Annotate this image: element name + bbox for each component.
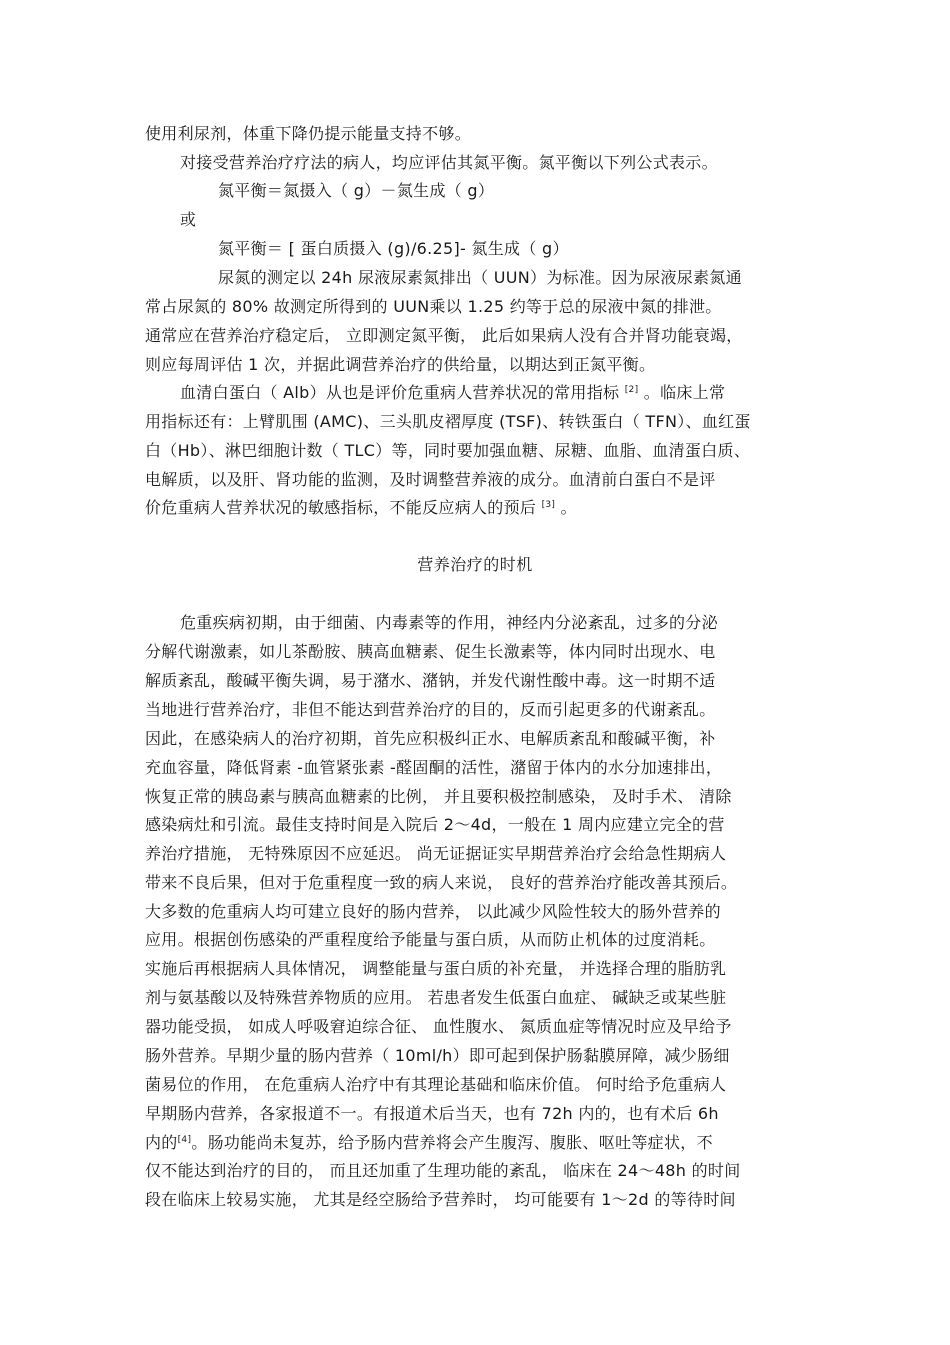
line-text: 价危重病人营养状况的敏感指标，不能反应病人的预后 <box>145 498 537 517</box>
paragraph-line: 早期肠内营养，各家报道不一。有报道术后当天，也有 72h 内的，也有术后 6h <box>145 1104 719 1123</box>
line-text: 。临床上常 <box>643 383 726 402</box>
formula-line: 氮平衡＝氮摄入（ g）－氮生成（ g） <box>218 181 495 200</box>
paragraph-line: 因此，在感染病人的治疗初期，首先应积极纠正水、电解质紊乱和酸碱平衡，补 <box>145 729 716 748</box>
paragraph-line <box>145 1133 713 1153</box>
paragraph-line: 常占尿氮的 80% 故测定所得到的 UUN乘以 1.25 约等于总的尿液中氮的排泄。 <box>145 297 722 316</box>
paragraph-line: 感染病灶和引流。最佳支持时间是入院后 2～4d，一般在 1 周内应建立完全的营 <box>145 815 725 834</box>
paragraph-line: 恢复正常的胰岛素与胰高血糖素的比例， 并且要积极控制感染， 及时手术、 清除 <box>145 787 732 806</box>
line-text: 内的 <box>145 1133 178 1152</box>
section-heading: 营养治疗的时机 <box>417 555 533 574</box>
paragraph-line: 段在临床上较易实施， 尤其是经空肠给予营养时， 均可能要有 1～2d 的等待时间 <box>145 1190 736 1209</box>
citation-ref: [3] <box>541 500 556 510</box>
paragraph-line: 仅不能达到治疗的目的， 而且还加重了生理功能的紊乱， 临床在 24～48h 的时间 <box>145 1161 741 1180</box>
paragraph-line: 用指标还有：上臂肌围 (AMC)、三头肌皮褶厚度 (TSF)、转铁蛋白（ TFN）、血红蛋 <box>145 412 751 431</box>
paragraph-line: 则应每周评估 1 次，并据此调营养治疗的供给量，以期达到正氮平衡。 <box>145 355 656 374</box>
formula-line: 氮平衡＝ [ 蛋白质摄入 (g)/6.25]- 氮生成（ g） <box>218 239 569 258</box>
paragraph-line: 实施后再根据病人具体情况， 调整能量与蛋白质的补充量， 并选择合理的脂肪乳 <box>145 959 727 978</box>
paragraph-line: 养治疗措施， 无特殊原因不应延迟。 尚无证据证实早期营养治疗会给急性期病人 <box>145 844 727 863</box>
citation-ref: [2] <box>624 385 639 395</box>
paragraph-line: 剂与氨基酸以及特殊营养物质的应用。 若患者发生低蛋白血症、 碱缺乏或某些脏 <box>145 988 727 1007</box>
line-text: 。肠功能尚未复苏，给予肠内营养将会产生腹泻、腹胀、呕吐等症状，不 <box>191 1133 713 1152</box>
paragraph-line: 电解质，以及肝、肾功能的监测，及时调整营养液的成分。血清前白蛋白不是评 <box>145 470 716 489</box>
paragraph-line: 肠外营养。早期少量的肠内营养（ 10ml/h）即可起到保护肠黏膜屏障，减少肠细 <box>145 1046 730 1065</box>
paragraph-line: 使用利尿剂，体重下降仍提示能量支持不够。 <box>145 124 472 143</box>
paragraph-line: 对接受营养治疗疗法的病人，均应评估其氮平衡。氮平衡以下列公式表示。 <box>180 153 718 172</box>
paragraph-line <box>145 498 577 518</box>
paragraph-line: 危重疾病初期，由于细菌、内毒素等的作用，神经内分泌紊乱，过多的分泌 <box>180 613 718 632</box>
line-text: 血清白蛋白（ Alb）从也是评价危重病人营养状况的常用指标 <box>180 383 620 402</box>
paragraph-line: 应用。根据创伤感染的严重程度给予能量与蛋白质，从而防止机体的过度消耗。 <box>145 930 716 949</box>
paragraph-line: 菌易位的作用， 在危重病人治疗中有其理论基础和临床价值。 何时给予危重病人 <box>145 1075 727 1094</box>
paragraph-line: 解质紊乱，酸碱平衡失调，易于潴水、潴钠，并发代谢性酸中毒。这一时期不适 <box>145 671 716 690</box>
paragraph-line: 大多数的危重病人均可建立良好的肠内营养， 以此减少风险性较大的肠外营养的 <box>145 902 721 921</box>
paragraph-line: 或 <box>180 210 197 229</box>
paragraph-line: 尿氮的测定以 24h 尿液尿素氮排出（ UUN）为标准。因为尿液尿素氮通 <box>218 268 742 287</box>
paragraph-line: 白（Hb）、淋巴细胞计数（ TLC）等，同时要加强血糖、尿糖、血脂、血清蛋白质、 <box>145 441 751 460</box>
paragraph-line: 当地进行营养治疗，非但不能达到营养治疗的目的，反而引起更多的代谢紊乱。 <box>145 700 716 719</box>
paragraph-line: 通常应在营养治疗稳定后， 立即测定氮平衡， 此后如果病人没有合并肾功能衰竭， <box>145 326 743 345</box>
paragraph-line: 分解代谢激素，如儿茶酚胺、胰高血糖素、促生长激素等，体内同时出现水、电 <box>145 642 716 661</box>
citation-ref: [4] <box>177 1135 192 1145</box>
paragraph-line <box>180 383 725 403</box>
paragraph-line: 带来不良后果，但对于危重程度一致的病人来说， 良好的营养治疗能改善其预后。 <box>145 873 738 892</box>
paragraph-line: 充血容量，降低肾素 -血管紧张素 -醛固酮的活性，潴留于体内的水分加速排出， <box>145 758 723 777</box>
line-text: 。 <box>560 498 577 517</box>
paragraph-line: 器功能受损， 如成人呼吸窘迫综合征、 血性腹水、 氮质血症等情况时应及早给予 <box>145 1017 732 1036</box>
